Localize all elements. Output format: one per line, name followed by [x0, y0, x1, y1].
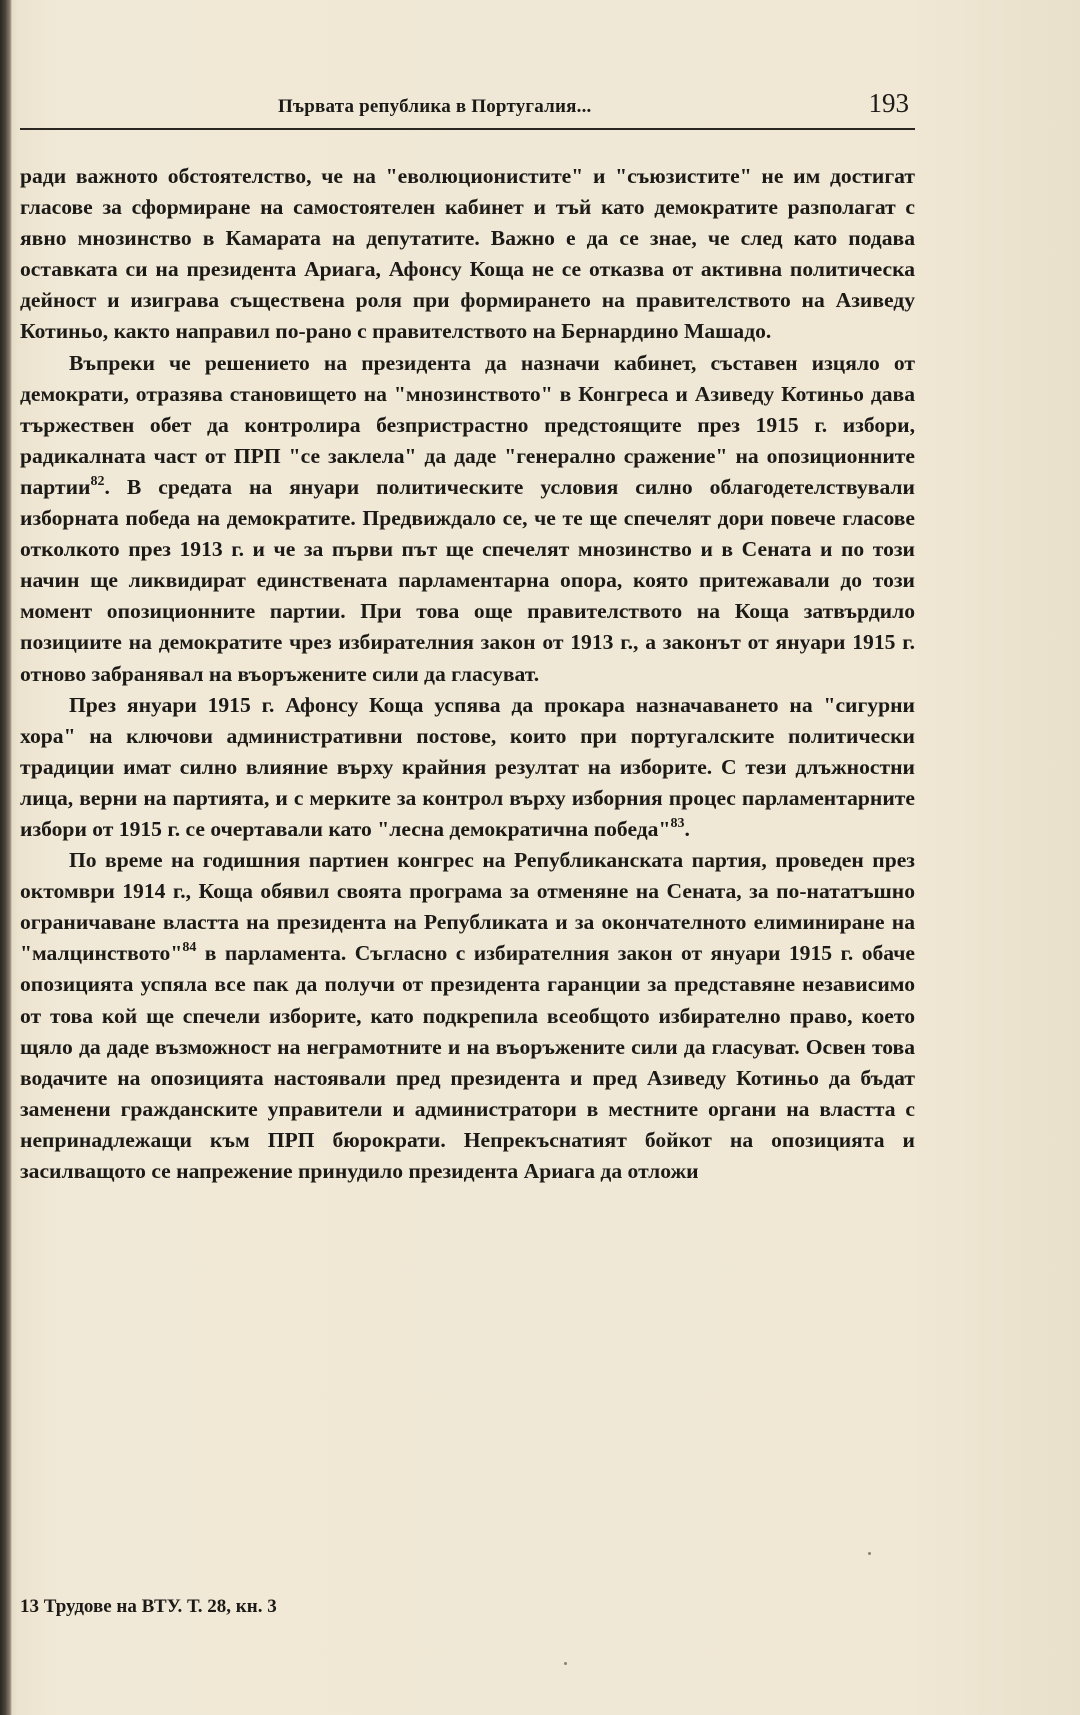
paragraph-1-text: ради важното обстоятелство, че на "еволюционистите" и "съюзистите" не им достигат гласове за сформиране на самостоятелен кабинет и тъй като демократите разполагат с явно мнозинство в Камарата на депутатите. Важно е да се знае, че след като подава оставката си на президента Ариага, Афонсу Коща не се отказва от активна политическа дейност и изиграва съществена роля при формирането на правителството на Азиведу Котиньо, както направил по-рано с правителството на Бернардино Машадо.	[20, 164, 915, 344]
footnote-ref-84: 84	[182, 940, 197, 956]
paragraph-1	[20, 161, 915, 348]
binding-shadow	[0, 0, 12, 1715]
paragraph-2-text-b: . В средата на януари политическите условия силно облагодетелствували изборната победа на демократите. Предвиждало се, че те ще спечелят дори повече гласове отколкото през 1913 г. и че за първи път ще спечелят мнозинство и в Сената и по този начин ще ликвидират единствената парламентарна опора, която притежавали до този момент опозиционните партии. При това още правителството на Коща затвърдило позициите на демократите чрез избирателния закон от 1913 г., а законът от януари 1915 г. отново забранявал на въоръжените сили да гласуват.	[20, 474, 915, 686]
page-number: 193	[868, 88, 909, 118]
paragraph-3-text-a: През януари 1915 г. Афонсу Коща успява да прокара назначаването на "сигурни хора" на ключови административни постове, които при португалските политически традиции имат силно влияние върху крайния резултат на изборите. С тези длъжностни лица, верни на партията, и с мерките за контрол върху изборния процес парламентарните избори от 1915 г. се очертавали като "лесна демократична победа"	[20, 692, 915, 841]
paper-speck	[868, 1552, 871, 1555]
paragraph-3	[20, 690, 915, 845]
running-header	[20, 86, 915, 130]
paper-speck	[564, 1662, 567, 1665]
paragraph-4-text-a: По време на годишния партиен конгрес на Републиканската партия, проведен през октомври 1914 г., Коща обявил своята програма за отменяне на Сената, за по-нататъшно ограничаване властта на президента на Републиката и за окончателното елиминиране на "малцинството"	[20, 848, 915, 966]
signature-line: 13 Трудове на ВТУ. Т. 28, кн. 3	[20, 1596, 277, 1617]
paragraph-3-text-b: .	[684, 816, 690, 841]
main-text	[20, 161, 915, 1187]
footnote-ref-83: 83	[670, 815, 685, 831]
paragraph-2-text-a: Въпреки че решението на президента да назначи кабинет, съставен изцяло от демократи, отразява становището на "мнозинството" в Конгреса и Азиведу Котиньо дава тържествен обет да контролира безпристрастно предстоящите през 1915 г. избори, радикалната част от ПРП "се заклела" да даде "генерално сражение" на опозиционните партии	[20, 350, 915, 499]
running-title: Първата република в Португалия...	[278, 96, 592, 117]
footnote-ref-82: 82	[90, 473, 105, 489]
paragraph-4	[20, 845, 915, 1187]
paragraph-4-text-b: в парламента. Съгласно с избирателния закон от януари 1915 г. обаче опозицията успяла все пак да получи от президента гаранции за представяне независимо от това кой ще спечели изборите, като подкрепила всеобщото избирателно право, което щяло да даде възможност на неграмотните и на въоръжените сили да гласуват. Освен това водачите на опозицията настоявали пред президента и пред Азиведу Котиньо да бъдат заменени гражданските управители и администратори в местните органи на властта с непринадлежащи към ПРП бюрократи. Непрекъснатият бойкот на опозицията и засилващото се напрежение принудило президента Ариага да отложи	[20, 941, 915, 1183]
paragraph-2	[20, 348, 915, 690]
